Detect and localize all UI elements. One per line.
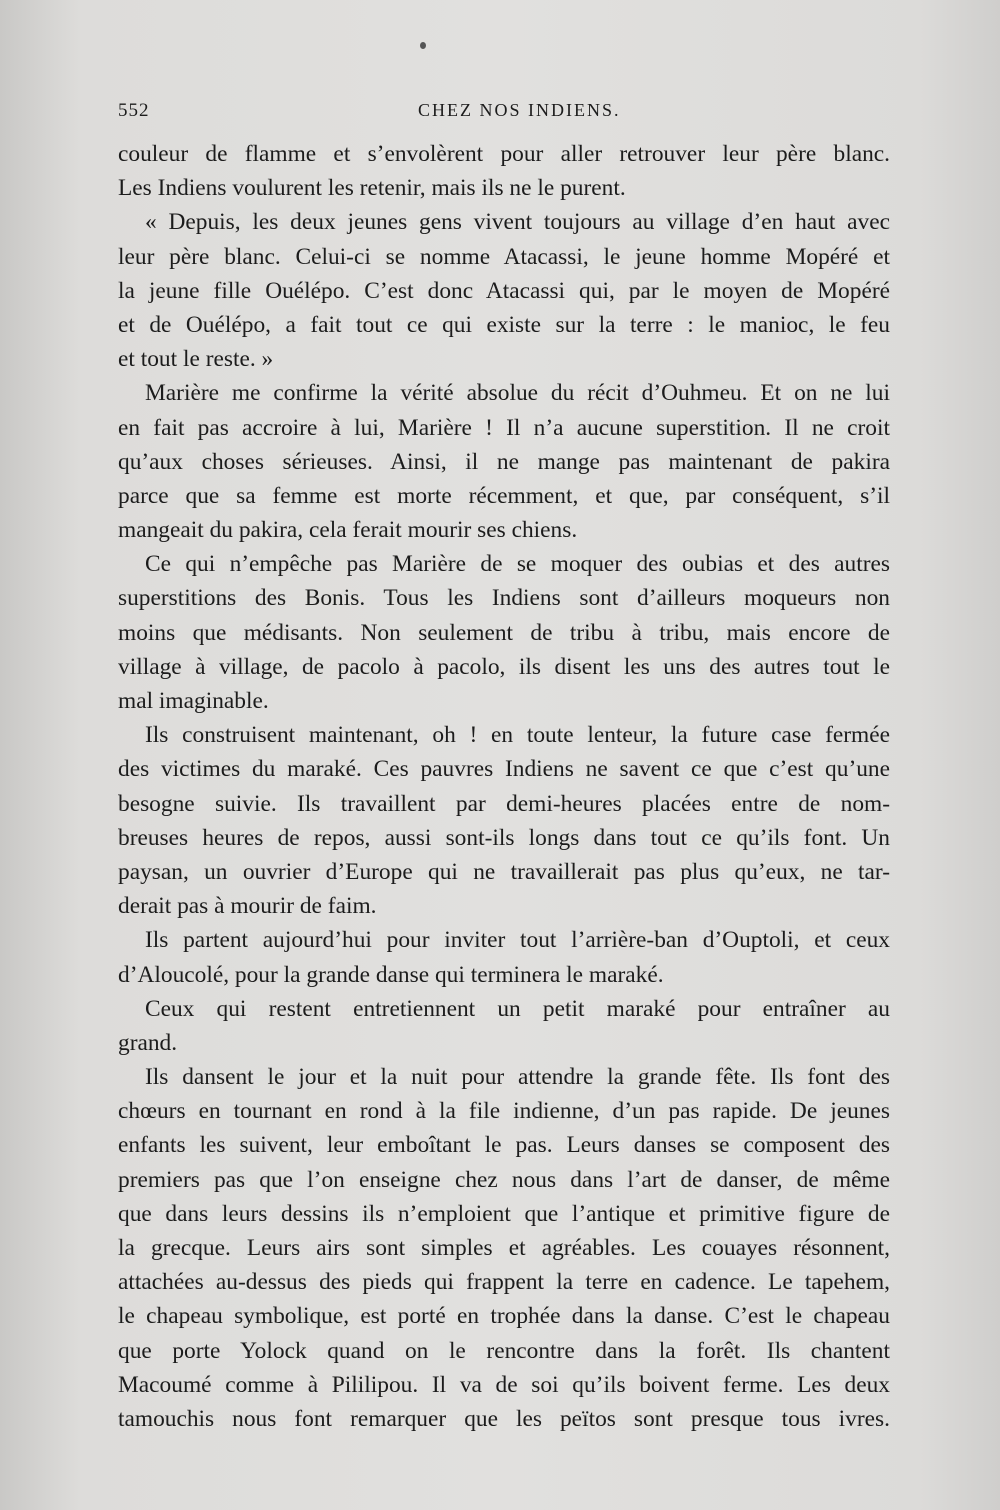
- text-line: que dans leurs dessins ils n’emploient que l’antique et primitive figure de: [118, 1200, 890, 1227]
- text-line: d’Aloucolé, pour la grande danse qui terminera le maraké.: [118, 961, 664, 988]
- text-line: Ils partent aujourd’hui pour inviter tout l’arrière-ban d’Ouptoli, et ceux: [145, 927, 890, 954]
- text-line: enfants les suivent, leur emboîtant le pas. Leurs danses se composent des: [118, 1132, 890, 1159]
- running-head: CHEZ NOS INDIENS.: [418, 100, 621, 120]
- page-number: 552: [118, 100, 150, 121]
- text-line: derait pas à mourir de faim.: [118, 893, 377, 920]
- text-line: attachées au-dessus des pieds qui frappent la terre en cadence. Le tapehem,: [118, 1269, 890, 1296]
- text-line: Marière me confirme la vérité absolue du récit d’Ouhmeu. Et on ne lui: [145, 380, 890, 407]
- text-line: couleur de flamme et s’envolèrent pour aller retrouver leur père blanc.: [118, 141, 890, 167]
- text-line: la jeune fille Ouélépo. C’est donc Atacassi qui, par le moyen de Mopéré: [118, 277, 890, 304]
- page-header: [118, 100, 890, 130]
- text-line: paysan, un ouvrier d’Europe qui ne travaillerait pas plus qu’eux, ne tar-: [118, 858, 890, 885]
- text-line: et tout le reste. »: [118, 346, 274, 373]
- ink-speck: [420, 42, 426, 49]
- text-line: Ils construisent maintenant, oh ! en toute lenteur, la future case fermée: [145, 722, 890, 749]
- text-line: Les Indiens voulurent les retenir, mais ils ne le purent.: [118, 175, 626, 202]
- text-line: en fait pas accroire à lui, Marière ! Il n’a aucune superstition. Il ne croit: [118, 414, 890, 441]
- text-line: besogne suivie. Ils travaillent par demi-heures placées entre de nom-: [118, 790, 890, 817]
- text-line: mal imaginable.: [118, 688, 269, 714]
- text-line: parce que sa femme est morte récemment, et que, par conséquent, s’il: [118, 482, 890, 509]
- text-line: premiers pas que l’on enseigne chez nous dans l’art de danser, de même: [118, 1166, 890, 1193]
- text-line: grand.: [118, 1029, 178, 1056]
- body-text: [118, 137, 890, 1436]
- text-line: « Depuis, les deux jeunes gens vivent toujours au village d’en haut avec: [145, 209, 890, 236]
- text-line: Macoumé comme à Pililipou. Il va de soi qu’ils boivent ferme. Les deux: [118, 1371, 890, 1398]
- text-line: la grecque. Leurs airs sont simples et agréables. Les couayes résonnent,: [118, 1235, 890, 1261]
- text-line: que porte Yolock quand on le rencontre dans la forêt. Ils chantent: [118, 1337, 890, 1364]
- text-line: tamouchis nous font remarquer que les peïtos sont presque tous ivres.: [118, 1405, 890, 1432]
- text-line: Ils dansent le jour et la nuit pour attendre la grande fête. Ils font des: [145, 1064, 890, 1091]
- text-line: leur père blanc. Celui-ci se nomme Atacassi, le jeune homme Mopéré et: [118, 243, 890, 270]
- text-line: village à village, de pacolo à pacolo, ils disent les uns des autres tout le: [118, 653, 890, 680]
- text-line: mangeait du pakira, cela ferait mourir ses chiens.: [118, 517, 578, 544]
- text-line: superstitions des Bonis. Tous les Indiens sont d’ailleurs moqueurs non: [118, 585, 890, 612]
- text-line: des victimes du maraké. Ces pauvres Indiens ne savent ce que c’est qu’une: [118, 756, 890, 783]
- text-line: breuses heures de repos, aussi sont-ils longs dans tout ce qu’ils font. Un: [118, 824, 890, 851]
- text-line: chœurs en tournant en rond à la file indienne, d’un pas rapide. De jeunes: [118, 1098, 890, 1125]
- text-line: et de Ouélépo, a fait tout ce qui existe sur la terre : le manioc, le feu: [118, 311, 890, 338]
- text-line: qu’aux choses sérieuses. Ainsi, il ne mange pas maintenant de pakira: [118, 448, 890, 475]
- text-line: Ce qui n’empêche pas Marière de se moquer des oubias et des autres: [145, 551, 890, 578]
- text-line: le chapeau symbolique, est porté en trophée dans la danse. C’est le chapeau: [118, 1303, 890, 1330]
- text-line: moins que médisants. Non seulement de tribu à tribu, mais encore de: [118, 619, 890, 646]
- text-line: Ceux qui restent entretiennent un petit maraké pour entraîner au: [145, 995, 890, 1022]
